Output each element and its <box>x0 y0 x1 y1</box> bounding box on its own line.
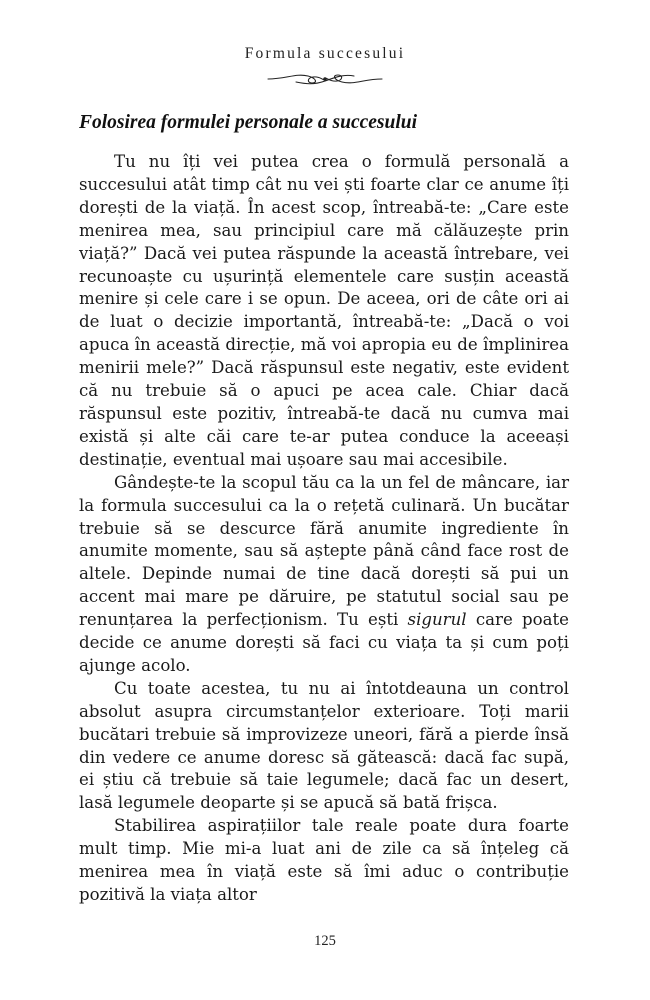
text-run: care poate decide ce anume dorești să faci cu viața ta și cum poți ajunge acolo. <box>79 610 569 675</box>
paragraph <box>79 815 569 907</box>
text-run: Gândește-te la scopul tău ca la un fel de mâncare, iar la formula succesului ca la o rețetă culinară. Un bucătar trebuie să se descurce fără anumite ingrediente în anumite momente, sau să aștepte până când face rost de altele. Depinde numai de tine dacă dorești să pui un accent mai mare pe dăruire, pe statutul social sau pe renunțarea la perfecționism. Tu ești <box>79 472 569 630</box>
emphasized-text: sigurul <box>407 610 467 630</box>
running-head: Formula succesului <box>244 45 406 62</box>
section-title: Folosirea formulei personale a succesului <box>79 112 418 133</box>
body-text <box>79 151 569 907</box>
paragraph <box>79 472 569 678</box>
ornament-divider-icon <box>266 70 384 88</box>
text-run: Stabilirea aspirațiilor tale reale poate dura foarte mult timp. Mie mi-a luat ani de zile ca să înțeleg că menirea mea în viață este să îmi aduc o contribuție pozitivă la viața altor <box>79 816 569 904</box>
paragraph <box>79 678 569 815</box>
paragraph <box>79 151 569 472</box>
text-run: Tu nu îți vei putea crea o formulă personală a succesului atât timp cât nu vei ști foarte clar ce anume îți dorești de la viață. În acest scop, întreabă-te: „Care este menirea mea, sau principiul care mă călăuzește prin viață?” Dacă vei putea răspunde la această întrebare, vei recunoaște cu ușurință elementele care susțin această menire și cele care i se opun. De aceea, ori de câte ori ai de luat o decizie importantă, întreabă-te: „Dacă o voi apuca în această direcție, mă voi apropia eu de împlinirea menirii mele?” Dacă răspunsul este negativ, este evident că nu trebuie să o apuci pe acea cale. Chiar dacă răspunsul este pozitiv, întreabă-te dacă nu cumva mai există și alte căi care te-ar putea conduce la aceeași destinație, eventual mai ușoare sau mai accesibile. <box>79 152 569 469</box>
text-run: Cu toate acestea, tu nu ai întotdeauna un control absolut asupra circumstanțelor exterioare. Toți marii bucătari trebuie să improvizeze uneori, fără a pierde însă din vedere ce anume doresc să gătească: dacă fac supă, ei știu că trebuie să taie legumele; dacă fac un desert, lasă legumele deoparte și se apucă să bată frișca. <box>79 678 569 813</box>
page-number: 125 <box>314 933 336 949</box>
